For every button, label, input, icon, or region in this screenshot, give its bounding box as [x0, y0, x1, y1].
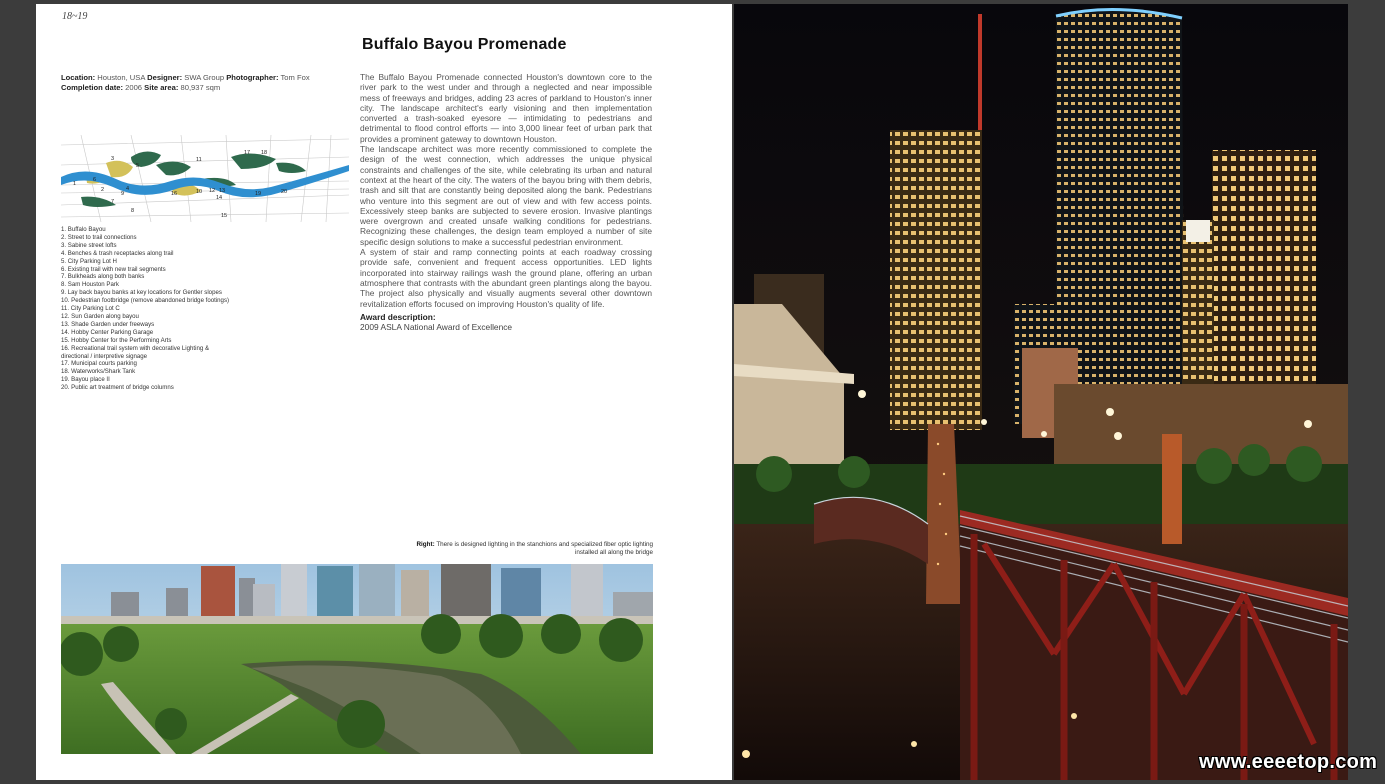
award-text: 2009 ASLA National Award of Excellence — [360, 322, 513, 333]
legend-item: 1. Buffalo Bayou — [61, 226, 106, 233]
legend-item: 19. Bayou place II — [61, 376, 110, 384]
left-page — [36, 4, 732, 780]
legend-item: 18. Waterworks/Shark Tank — [61, 368, 136, 376]
svg-text:9: 9 — [121, 191, 125, 197]
page-number: 18~19 — [62, 11, 88, 22]
svg-text:16: 16 — [171, 191, 178, 197]
body-paragraph: A system of stair and ramp connecting points at each roadway crossing provide safe, convenient and frequent access opportunities. LED lights incorporated into stairway railings wash the ground plane, offering an urban atmosphere that contrasts with the abundant green plantings along the bayou. The project also physically and visually augments several other downtown revitalization efforts focused on improving Houston's quality of life. — [360, 247, 652, 309]
park-daytime-photo — [61, 564, 653, 754]
svg-text:8: 8 — [131, 208, 135, 214]
location-value: Houston, USA — [97, 73, 145, 82]
legend-item: 7. Bulkheads along both banks — [61, 273, 145, 281]
svg-text:12: 12 — [209, 188, 216, 194]
svg-text:3: 3 — [111, 156, 115, 162]
award-label: Award description: — [360, 311, 436, 322]
completion-label: Completion date: — [61, 82, 124, 92]
svg-text:18: 18 — [261, 150, 268, 156]
body-paragraph: The Buffalo Bayou Promenade connected Houston's downtown core to the river park to the west under and through a neglected and near impossible mess of freeways and bridges, adding 23 acres of parkland to Houston's inner city. The landscape architect's early visioning and then implementation converted a trash-soaked eyesore — intimidating to pedestrians and detrimental to flood control efforts — into 3,000 linear feet of urban park that provides a prominent gateway to downtown Houston. — [360, 72, 652, 144]
legend-item: 16. Recreational trail system with decorative Lighting & directional / interpretive signage — [61, 344, 210, 360]
map-legend — [61, 226, 231, 392]
svg-text:4: 4 — [126, 186, 130, 192]
legend-item: 11. City Parking Lot C — [61, 305, 120, 313]
legend-item: 10. Pedestrian footbridge (remove abandoned bridge footings) — [61, 297, 230, 305]
svg-text:13: 13 — [219, 188, 226, 194]
article-title: Buffalo Bayou Promenade — [362, 36, 567, 53]
svg-text:5: 5 — [136, 163, 140, 169]
svg-text:10: 10 — [196, 189, 203, 195]
viewer-scroll-area[interactable] — [1348, 0, 1385, 784]
svg-text:11: 11 — [196, 157, 202, 163]
body-paragraph: The landscape architect was more recently commissioned to complete the design of the west connection, which addresses the unique physical constraints and challenges of the site, while celebrating its urban and natural context at the heart of the city. The waters of the bayou bring with them debris, trash and silt that are constantly being deposited along the bank. Pedestrians who venture into this segment are out of view and with few access points. Excessively steep banks are subjected to severe erosion. Invasive plantings were overgrown and created unsafe walking conditions for pedestrians. Recognizing these challenges, the design team employed a number of site specific design solutions to make a successful pedestrian environment. — [360, 144, 652, 247]
caption-label: Right: — [416, 541, 435, 548]
legend-item: 17. Municipal courts parking — [61, 360, 137, 368]
legend-item: 12. Sun Garden along bayou — [61, 312, 139, 320]
photographer-value: Tom Fox — [280, 73, 310, 82]
svg-text:15: 15 — [221, 213, 228, 219]
svg-text:7: 7 — [111, 199, 115, 205]
legend-item: 15. Hobby Center for the Performing Arts — [61, 336, 172, 344]
caption-text: There is designed lighting in the stanchions and specialized fiber optic lighting installed all along the bridge — [436, 541, 653, 557]
svg-text:14: 14 — [216, 195, 223, 201]
night-bridge-photo — [734, 4, 1348, 780]
legend-item: 9. Lay back bayou banks at key locations for Gentler slopes — [61, 289, 222, 297]
area-value: 80,937 sqm — [180, 82, 221, 92]
designer-value: SWA Group — [184, 73, 225, 82]
legend-item: 6. Existing trail with new trail segments — [61, 265, 166, 273]
legend-item: 3. Sabine street lofts — [61, 241, 117, 249]
photo-caption — [416, 541, 653, 557]
legend-item: 13. Shade Garden under freeways — [61, 320, 155, 328]
completion-value: 2006 — [125, 82, 143, 92]
article-body — [360, 72, 652, 332]
legend-item: 5. City Parking Lot H — [61, 257, 117, 265]
svg-text:1: 1 — [73, 181, 77, 187]
legend-item: 4. Benches & trash receptacles along trail — [61, 249, 174, 257]
legend-item: 8. Sam Houston Park — [61, 281, 119, 289]
legend-item: 20. Public art treatment of bridge columns — [61, 384, 174, 392]
svg-text:19: 19 — [255, 191, 262, 197]
svg-text:2: 2 — [101, 187, 105, 193]
project-meta — [61, 73, 361, 92]
legend-item: 14. Hobby Center Parking Garage — [61, 328, 154, 336]
photographer-label: Photographer: — [226, 73, 279, 82]
svg-text:6: 6 — [93, 177, 97, 183]
area-label: Site area: — [144, 82, 179, 92]
svg-text:20: 20 — [281, 189, 288, 195]
site-plan-map — [61, 135, 349, 222]
watermark-text: www.eeeetop.com — [1199, 751, 1378, 773]
designer-label: Designer: — [147, 73, 183, 82]
location-label: Location: — [61, 73, 96, 82]
right-page — [734, 4, 1348, 780]
svg-text:17: 17 — [244, 150, 251, 156]
legend-item: 2. Street to trail connections — [61, 233, 137, 241]
